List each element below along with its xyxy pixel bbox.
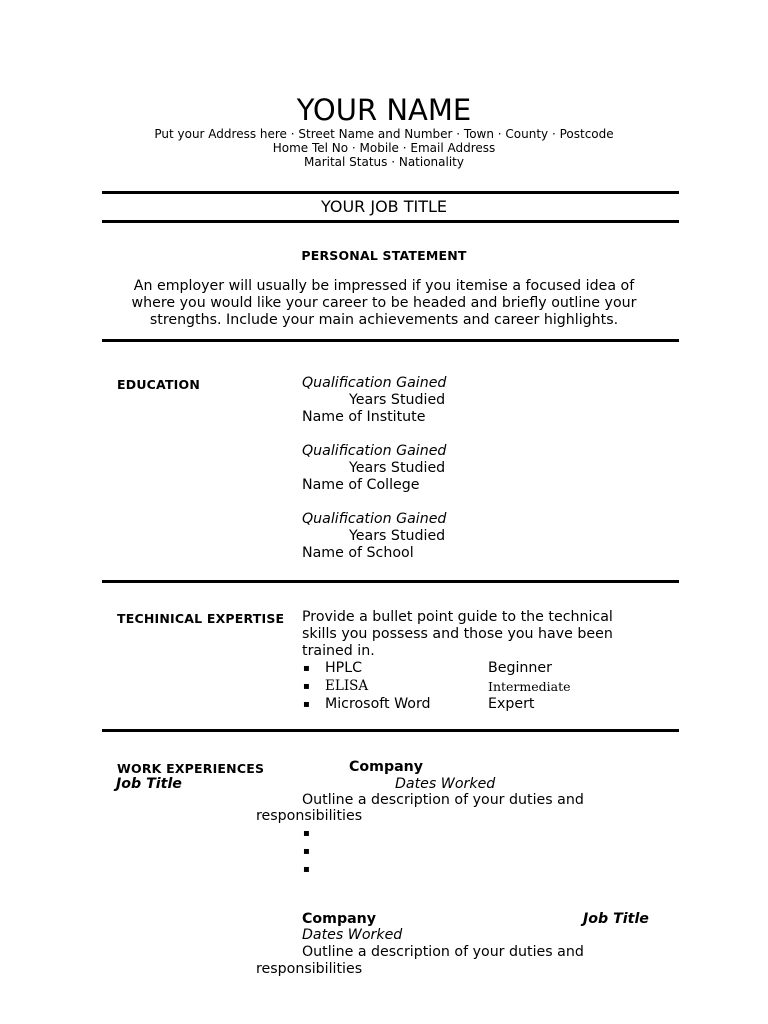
duties-description: responsibilities xyxy=(256,808,363,824)
institute-name: Name of College xyxy=(302,477,420,493)
skill-name: ELISA xyxy=(325,678,369,694)
skill-name: Microsoft Word xyxy=(325,696,431,712)
job-title-label: Job Title xyxy=(583,911,649,927)
education-heading: EDUCATION xyxy=(117,377,201,392)
bullet-icon: ▪ xyxy=(303,663,310,674)
company-name: Company xyxy=(302,911,377,927)
duties-description: responsibilities xyxy=(256,961,363,977)
status-line: Marital Status · Nationality xyxy=(303,155,464,169)
personal-statement-line: strengths. Include your main achievements and career highlights. xyxy=(149,312,619,328)
technical-expertise-heading: TECHINICAL EXPERTISE xyxy=(117,611,285,626)
skill-level: Expert xyxy=(488,696,535,712)
phone-line: Home Tel No · Mobile · Email Address xyxy=(272,141,496,155)
technical-intro-line: Provide a bullet point guide to the technical xyxy=(302,609,613,625)
address-line: Put your Address here · Street Name and Number · Town · County · Postcode xyxy=(154,127,614,141)
institute-name: Name of Institute xyxy=(302,409,426,425)
dates-worked: Dates Worked xyxy=(395,776,496,792)
bullet-icon: ▪ xyxy=(303,681,310,692)
bullet-icon: ▪ xyxy=(303,828,310,839)
job-title-label: Job Title xyxy=(116,776,182,792)
technical-intro-line: skills you possess and those you have been xyxy=(302,626,613,642)
resume-name: YOUR NAME xyxy=(296,93,472,127)
years-studied: Years Studied xyxy=(349,460,446,476)
skill-name: HPLC xyxy=(325,660,363,676)
duties-description: Outline a description of your duties and xyxy=(302,792,584,808)
skill-level: Intermediate xyxy=(488,679,571,694)
qualification-gained: Qualification Gained xyxy=(302,511,447,527)
divider-rule xyxy=(102,191,679,194)
divider-rule xyxy=(102,580,679,583)
personal-statement-line: where you would like your career to be headed and briefly outline your xyxy=(131,295,637,311)
skill-level: Beginner xyxy=(488,660,552,676)
dates-worked: Dates Worked xyxy=(302,927,403,943)
divider-rule xyxy=(102,339,679,342)
qualification-gained: Qualification Gained xyxy=(302,375,447,391)
years-studied: Years Studied xyxy=(349,392,446,408)
job-title: YOUR JOB TITLE xyxy=(320,197,448,216)
bullet-icon: ▪ xyxy=(303,699,310,710)
bullet-icon: ▪ xyxy=(303,846,310,857)
technical-intro-line: trained in. xyxy=(302,643,375,659)
divider-rule xyxy=(102,729,679,732)
years-studied: Years Studied xyxy=(349,528,446,544)
duties-description: Outline a description of your duties and xyxy=(302,944,584,960)
personal-statement-line: An employer will usually be impressed if you itemise a focused idea of xyxy=(133,278,635,294)
institute-name: Name of School xyxy=(302,545,414,561)
qualification-gained: Qualification Gained xyxy=(302,443,447,459)
company-name: Company xyxy=(349,759,424,775)
personal-statement-heading: PERSONAL STATEMENT xyxy=(301,248,467,263)
bullet-icon: ▪ xyxy=(303,864,310,875)
work-experiences-heading: WORK EXPERIENCES xyxy=(117,761,265,776)
divider-rule xyxy=(102,220,679,223)
